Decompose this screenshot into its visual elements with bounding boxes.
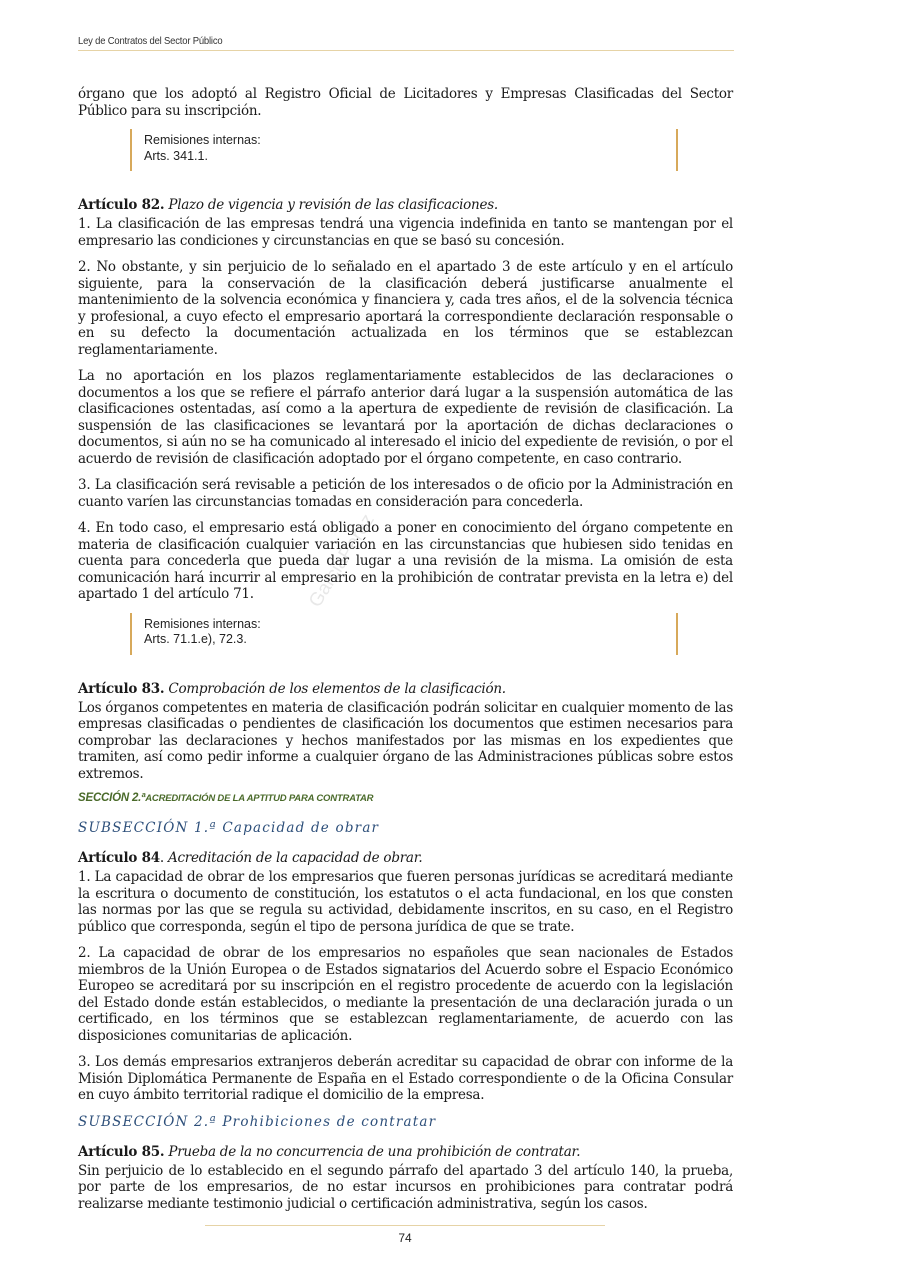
section-label: SECCIÓN 2.ª	[78, 792, 146, 804]
paragraph: 2. La capacidad de obrar de los empresarios no españoles que sean nacionales de Estados miembros de la Unión Europea o de Estados signatarios del Acuerdo sobre el Espacio Económico Europeo se acreditará por su inscripción en el registro procedente de acuerdo con la legislación del Estado donde están establecidos, o mediante la presentación de una declaración jurada o un certificado, en los términos que se establezcan reglamentariamente, de acuerdo con las disposiciones comunitarias de aplicación.	[78, 945, 733, 1044]
article-83-heading	[78, 681, 733, 697]
page-number: 74	[398, 1231, 412, 1245]
paragraph: Los órganos competentes en materia de clasificación podrán solicitar en cualquier momento de las empresas clasificadas o pendientes de clasificación los documentos que estimen necesarios para comprobar las declaraciones y hechos manifestados por las mismas en los expedientes que tramiten, así como pedir informe a cualquier órgano de las Administraciones públicas sobre estos extremos.	[78, 699, 733, 782]
subsection-heading: SUBSECCIÓN 2.ª Prohibiciones de contratar	[78, 1113, 437, 1130]
references-label: Remisiones internas:	[144, 133, 261, 147]
references-list: Arts. 341.1.	[144, 148, 208, 163]
article-84-heading: Artículo 84. Acreditación de la capacidad de obrar.	[78, 850, 423, 866]
internal-references-box	[130, 613, 678, 655]
internal-references-box	[130, 129, 678, 171]
subsection-heading: SUBSECCIÓN 1.ª Capacidad de obrar	[78, 820, 380, 836]
watermark: GarciaPerez	[305, 510, 379, 612]
paragraph: 1. La clasificación de las empresas tendrá una vigencia indefinida en tanto se mantengan por el empresario las condiciones y circunstancias en que se basó su concesión.	[78, 216, 733, 249]
header-divider	[78, 50, 734, 51]
references-list: Arts. 71.1.e), 72.3.	[144, 632, 247, 646]
paragraph: Sin perjuicio de lo establecido en el segundo párrafo del apartado 3 del artículo 140, la prueba, por parte de los empresarios, de no estar incursos en prohibiciones para contratar podrá realizarse mediante testimonio judicial o certificación administrativa, según los casos.	[78, 1162, 733, 1212]
document-body	[78, 86, 733, 1222]
article-number: Artículo 84	[78, 850, 160, 866]
paragraph: 1. La capacidad de obrar de los empresarios que fueren personas jurídicas se acreditará mediante la escritura o documento de constitución, los estatutos o el acta fundacional, en los que consten las normas por las que se regula su actividad, debidamente inscritos, en su caso, en el Registro público que corresponda, según el tipo de persona jurídica de que se trate.	[78, 869, 733, 935]
article-85-heading	[78, 1144, 733, 1160]
article-number: Artículo 82.	[78, 197, 165, 213]
paragraph: 3. Los demás empresarios extranjeros deberán acreditar su capacidad de obrar con informe de la Misión Diplomática Permanente de España en el Estado correspondiente o de la Oficina Consular en cuyo ámbito territorial radique el domicilio de la empresa.	[78, 1054, 733, 1103]
paragraph: órgano que los adoptó al Registro Oficial de Licitadores y Empresas Clasificadas del Sector Público para su inscripción.	[78, 86, 733, 119]
article-number: Artículo 85.	[78, 1143, 165, 1160]
paragraph: 3. La clasificación será revisable a petición de los interesados o de oficio por la Administración en cuanto varíen las circunstancias tomadas en consideración para concederla.	[78, 477, 733, 510]
paragraph: 2. No obstante, y sin perjuicio de lo señalado en el apartado 3 de este artículo y en el artículo siguiente, para la conservación de la clasificación deberá justificarse anualmente el mantenimiento de la solvencia económica y financiera y, cada tres años, el de la solvencia técnica y profesional, a cuyo efecto el empresario aportará la correspondiente declaración responsable o en su defecto la documentación actualizada en los términos que se establezcan reglamentariamente.	[78, 259, 733, 358]
article-title: Acreditación de la capacidad de obrar.	[167, 850, 423, 866]
article-title: Prueba de la no concurrencia de una prohibición de contratar.	[168, 1143, 581, 1160]
references-label: Remisiones internas:	[144, 616, 261, 631]
article-title: Plazo de vigencia y revisión de las clasificaciones.	[168, 197, 498, 213]
section-title: ACREDITACIÓN DE LA APTITUD PARA CONTRATAR	[145, 793, 374, 804]
article-82-heading	[78, 197, 733, 213]
article-number: Artículo 83.	[78, 680, 165, 697]
article-title: Comprobación de los elementos de la clasificación.	[168, 680, 506, 697]
paragraph: La no aportación en los plazos reglamentariamente establecidos de las declaraciones o documentos a los que se refiere el párrafo anterior dará lugar a la suspensión automática de las clasificaciones ostentadas, así como a la apertura de expediente de revisión de clasificación. La suspensión de las clasificaciones se levantará por la aportación de dichas declaraciones o documentos, si aún no se ha comunicado al interesado el inicio del expediente de revisión, o por el acuerdo de revisión de clasificación adoptado por el órgano competente, en caso contrario.	[78, 368, 733, 467]
section-heading	[78, 792, 733, 804]
paragraph: 4. En todo caso, el empresario está obligado a poner en conocimiento del órgano competente en materia de clasificación cualquier variación en las circunstancias que hubiesen sido tenidas en cuenta para concederla que pueda dar lugar a una revisión de la misma. La omisión de esta comunicación hará incurrir al empresario en la prohibición de contratar prevista en la letra e) del apartado 1 del artículo 71.	[78, 520, 733, 602]
footer-divider	[205, 1225, 605, 1226]
running-header: Ley de Contratos del Sector Público	[78, 35, 223, 47]
